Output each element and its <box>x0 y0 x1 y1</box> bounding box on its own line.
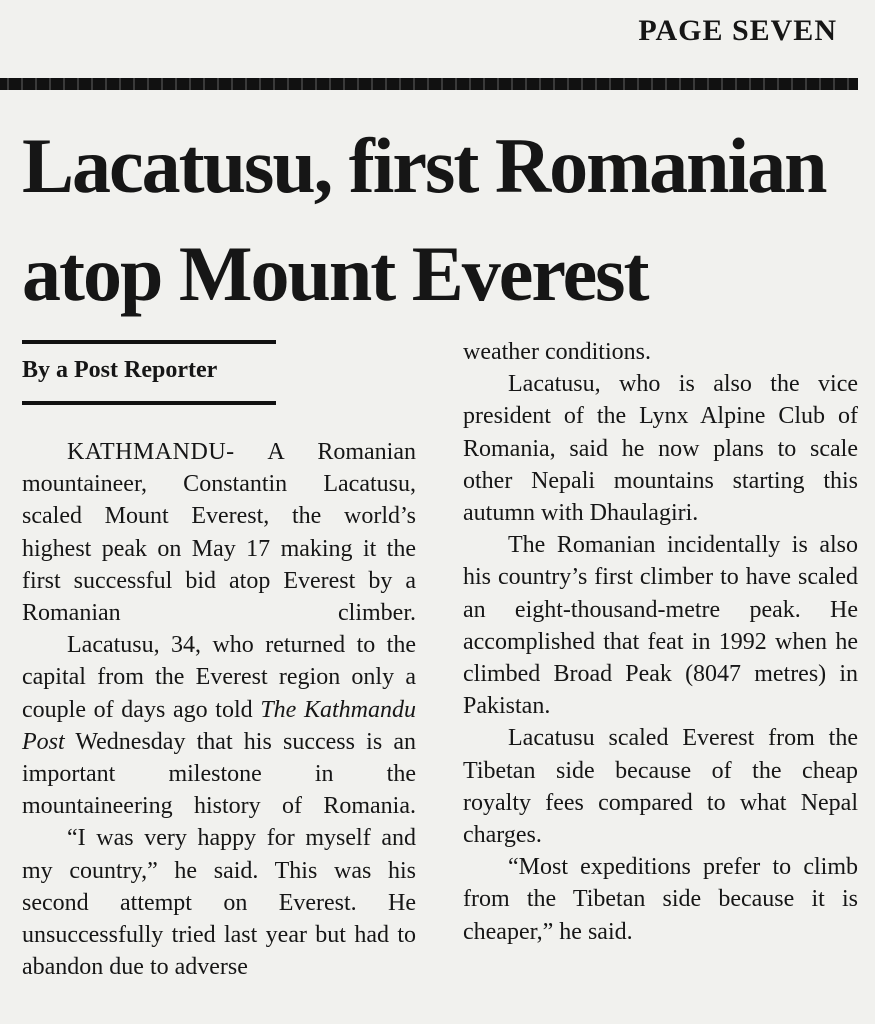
article-paragraph <box>22 436 416 629</box>
page-number-label: PAGE SEVEN <box>638 14 837 47</box>
article-paragraph: Lacatusu scaled Everest from the Tibetan side because of the cheap royalty fees compared to what Nepal charges. <box>463 725 858 849</box>
dateline: KATHMANDU- <box>67 439 235 465</box>
headline-line-1: Lacatusu, first Romanian <box>22 122 826 209</box>
paragraph-text: A Romanian mountaineer, Constantin Lacatusu, scaled Mount Everest, the world’s highest peak on May 17 making it the first successful bid atop Everest by a Romanian climber. <box>22 439 416 627</box>
article-paragraph: weather conditions. <box>463 339 651 365</box>
headline <box>22 112 862 328</box>
publication-name: The Kathmandu Post <box>22 696 416 755</box>
paragraph-text: Wednesday that his success is an important milestone in the mountaineering history of Romania. <box>22 728 416 820</box>
article-column-left <box>22 436 416 983</box>
article-paragraph: Lacatusu, who is also the vice president of the Lynx Alpine Club of Romania, said he now plans to scale other Nepali mountains starting this autumn with Dhaulagiri. <box>463 371 858 527</box>
article-paragraph: The Romanian incidentally is also his country’s first climber to have scaled an eight-thousand-metre peak. He accomplished that feat in 1992 when he climbed Broad Peak (8047 metres) in Pakistan. <box>463 532 858 720</box>
byline: By a Post Reporter <box>22 357 218 383</box>
byline-rule-top <box>22 340 276 344</box>
header-rule <box>0 78 858 90</box>
byline-rule-bottom <box>22 401 276 405</box>
article-paragraph: “I was very happy for myself and my country,” he said. This was his second attempt on Everest. He unsuccessfully tried last year but had to abandon due to adverse <box>22 825 416 981</box>
article-paragraph <box>22 629 416 822</box>
headline-line-2: atop Mount Everest <box>22 230 648 317</box>
article-column-right <box>463 336 858 948</box>
article-paragraph: “Most expeditions prefer to climb from the Tibetan side because it is cheaper,” he said. <box>463 854 858 945</box>
paragraph-text: Lacatusu, 34, who returned to the capital from the Everest region only a couple of days ago told <box>22 632 416 723</box>
